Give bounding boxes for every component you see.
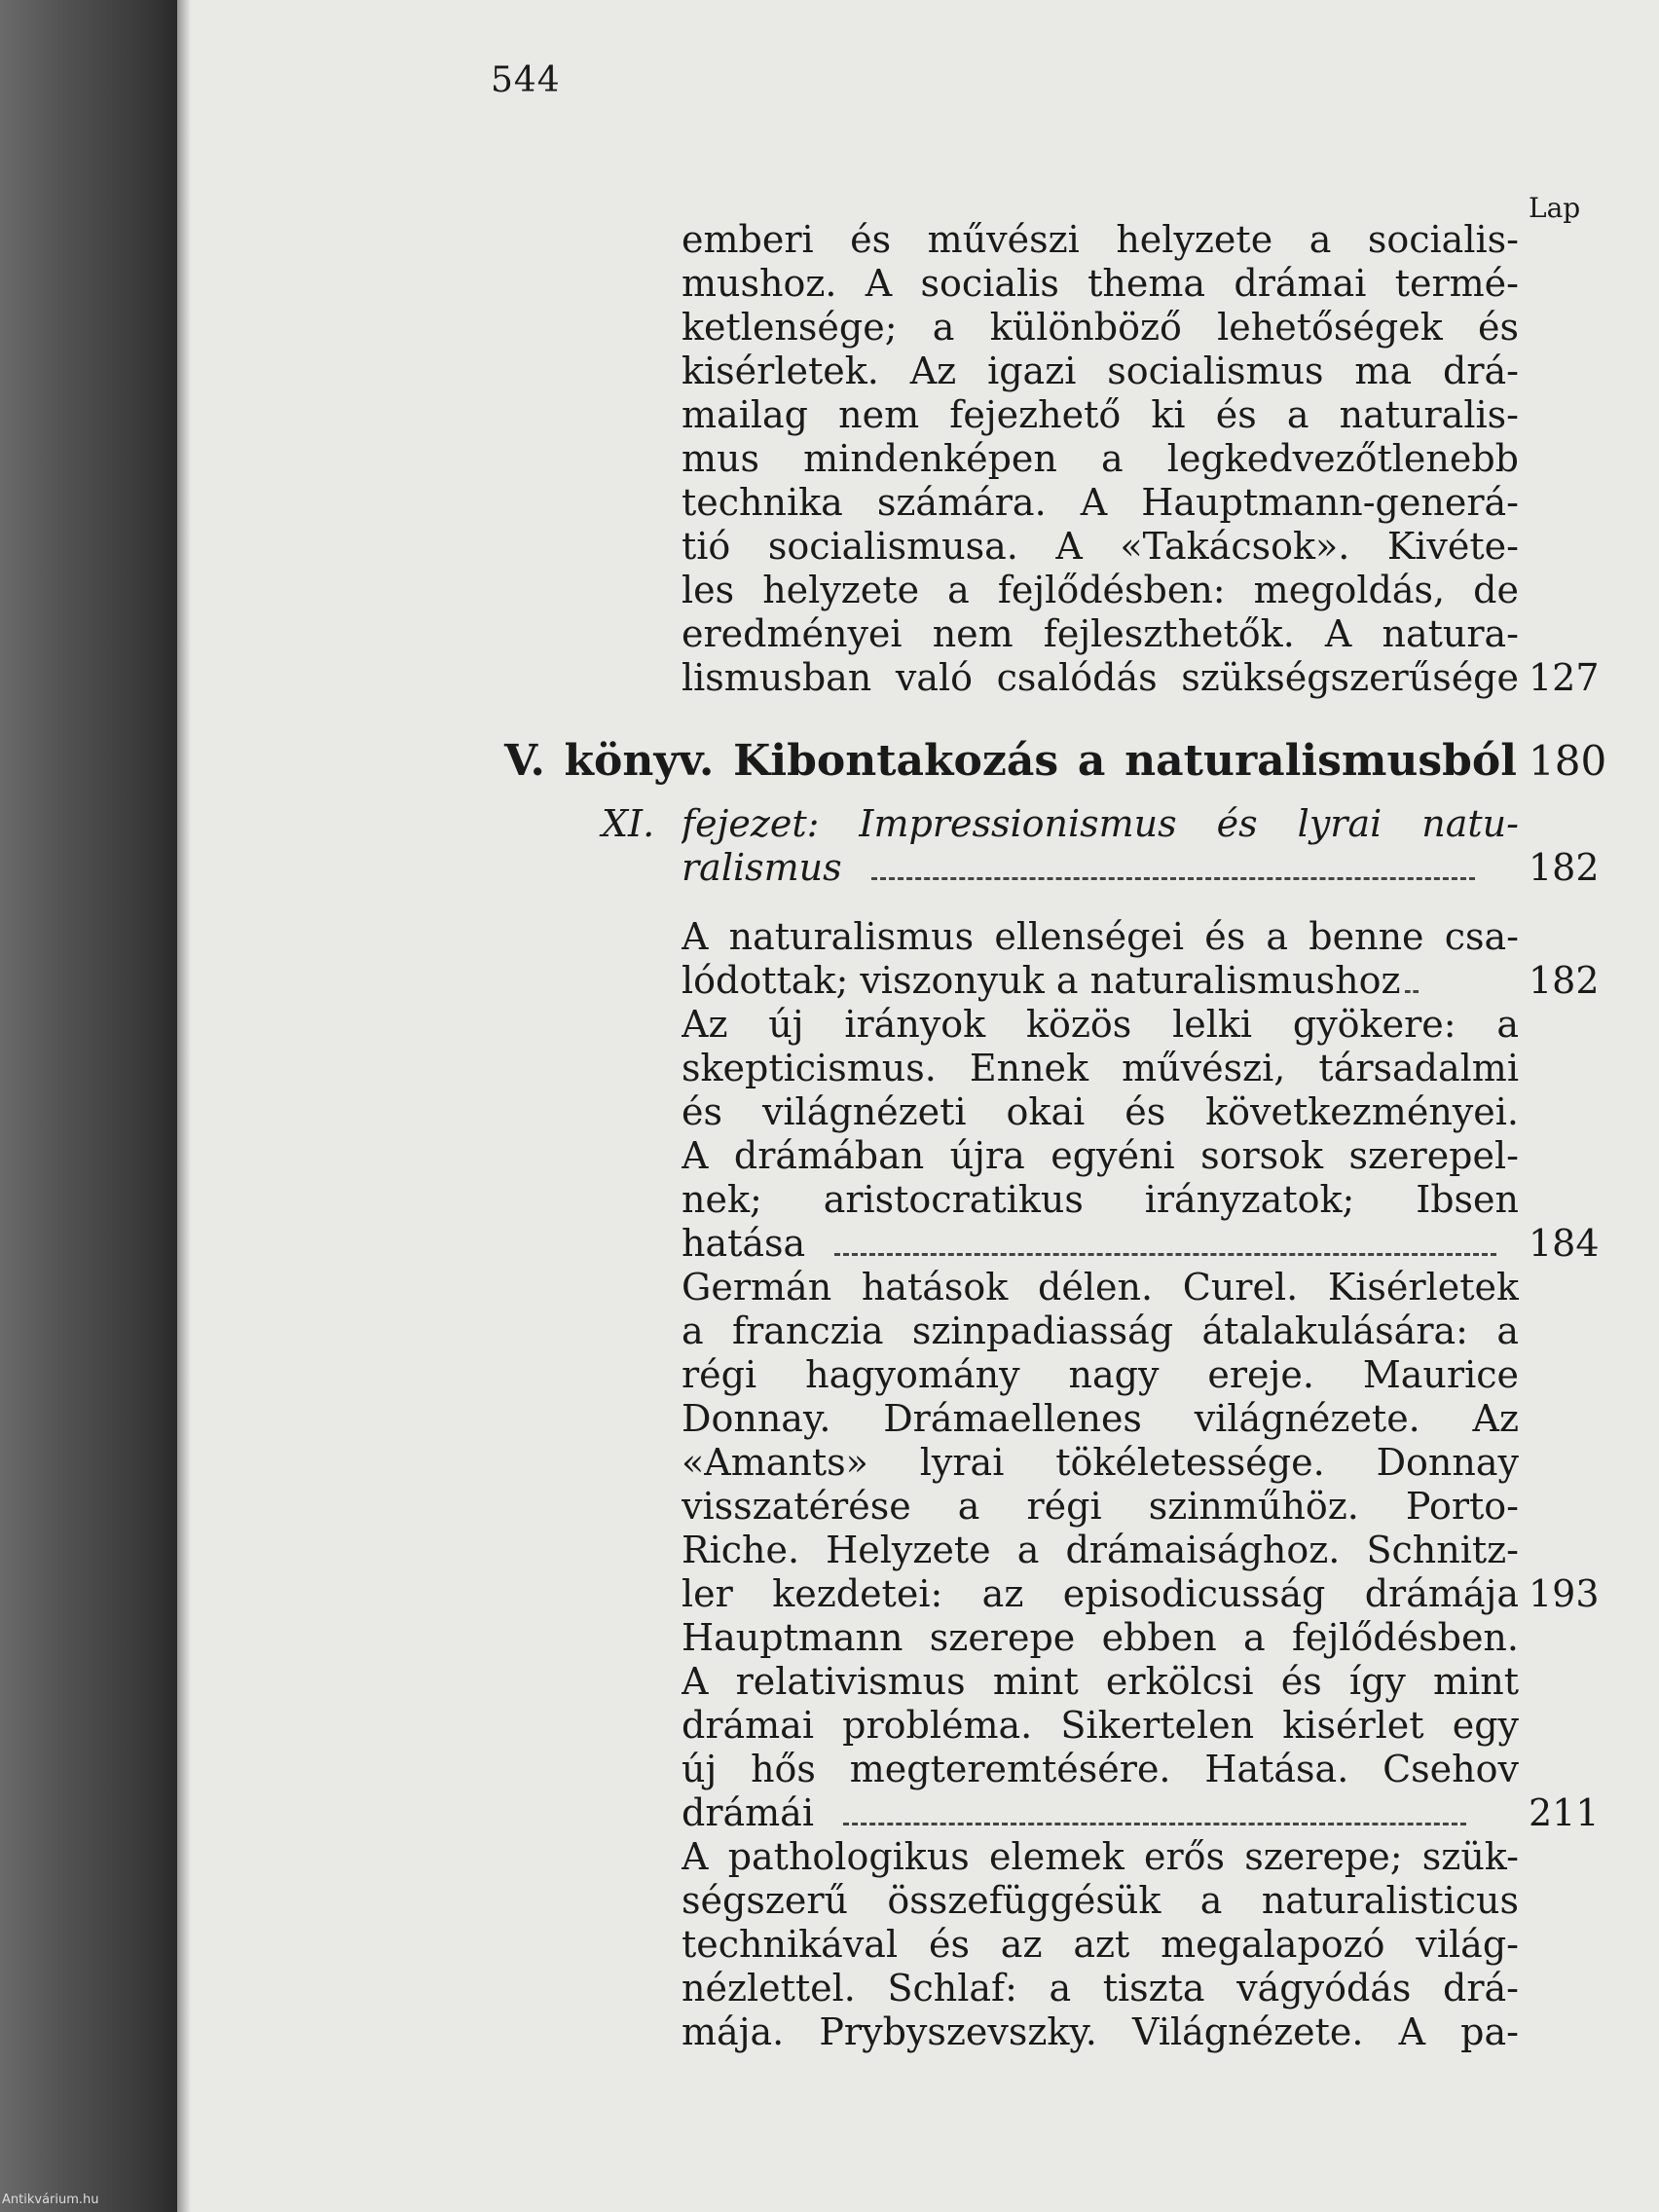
toc-line xyxy=(682,1222,1519,1265)
toc-line: A drámában újra egyéni sorsok szerepel- xyxy=(682,1134,1519,1177)
toc-line: technika számára. A Hauptmann-generá- xyxy=(682,481,1519,524)
book-heading: V. könyv. Kibontakozás a naturalismusból xyxy=(504,736,1517,786)
toc-line: nézlettel. Schlaf: a tiszta vágyódás drá- xyxy=(682,1967,1519,2009)
dot-leader xyxy=(871,866,1475,880)
chapter-title-line: fejezet: Impressionismus és lyrai natu- xyxy=(682,802,1519,845)
toc-line-text: lódottak; viszonyuk a naturalismushoz xyxy=(682,959,1401,1002)
toc-line xyxy=(682,959,1519,1002)
toc-line: A pathologikus elemek erős szerepe; szük- xyxy=(682,1835,1519,1878)
page-number: 544 xyxy=(491,60,561,100)
dot-leader xyxy=(843,1811,1466,1825)
toc-line: ketlensége; a különböző lehetőségek és xyxy=(682,306,1519,349)
toc-line: technikával és az azt megalapozó világ- xyxy=(682,1923,1519,1966)
toc-line: ségszerű összefüggésük a naturalisticus xyxy=(682,1879,1519,1922)
toc-line: Az új irányok közös lelki gyökere: a xyxy=(682,1003,1519,1046)
toc-line: régi hagyomány nagy ereje. Maurice xyxy=(682,1353,1519,1396)
toc-line: a franczia szinpadiasság átalakulására: a xyxy=(682,1309,1519,1352)
toc-line: mushoz. A socialis thema drámai termé- xyxy=(682,262,1519,305)
toc-line: új hős megteremtésére. Hatása. Csehov xyxy=(682,1748,1519,1790)
toc-line: és világnézeti okai és következményei. xyxy=(682,1090,1519,1133)
toc-line: lismusban való csalódás szükségszerűsége xyxy=(682,656,1519,699)
toc-line: mus mindenképen a legkedvezőtlenebb xyxy=(682,437,1519,480)
toc-line: eredményei nem fejleszthetők. A natura- xyxy=(682,612,1519,655)
toc-line: drámai probléma. Sikertelen kisérlet egy xyxy=(682,1704,1519,1747)
toc-page-number: 182 xyxy=(1529,959,1600,1002)
toc-line: Hauptmann szerepe ebben a fejlődésben. xyxy=(682,1616,1519,1659)
toc-line: nek; aristocratikus irányzatok; Ibsen xyxy=(682,1178,1519,1221)
book-binding-shadow xyxy=(0,0,177,2212)
book-heading-page: 180 xyxy=(1529,737,1607,785)
toc-page-number: 184 xyxy=(1529,1222,1600,1265)
toc-line: Riche. Helyzete a drámaisághoz. Schnitz- xyxy=(682,1529,1519,1571)
toc-line: visszatérése a régi szinműhöz. Porto- xyxy=(682,1485,1519,1528)
toc-line: emberi és művészi helyzete a socialis- xyxy=(682,218,1519,261)
dot-leader xyxy=(834,1241,1496,1256)
toc-page-number: 211 xyxy=(1529,1791,1600,1834)
toc-line: les helyzete a fejlődésben: megoldás, de xyxy=(682,569,1519,611)
chapter-title-text: ralismus xyxy=(682,846,842,889)
toc-page-number: 193 xyxy=(1529,1572,1600,1615)
toc-line: ler kezdetei: az episodicusság drámája xyxy=(682,1572,1519,1615)
toc-line-text: drámái xyxy=(682,1791,814,1834)
toc-line: Donnay. Drámaellenes világnézete. Az xyxy=(682,1397,1519,1440)
toc-line: mája. Prybyszevszky. Világnézete. A pa- xyxy=(682,2010,1519,2053)
toc-line: kisérletek. Az igazi socialismus ma drá- xyxy=(682,350,1519,392)
toc-line: «Amants» lyrai tökéletessége. Donnay xyxy=(682,1441,1519,1484)
toc-line: Germán hatások délen. Curel. Kisérletek xyxy=(682,1266,1519,1309)
toc-line: A relativismus mint erkölcsi és így mint xyxy=(682,1660,1519,1703)
watermark: Antikvárium.hu xyxy=(2,2193,99,2207)
toc-line: skepticismus. Ennek művészi, társadalmi xyxy=(682,1047,1519,1089)
column-header-lap: Lap xyxy=(1529,192,1581,224)
chapter-page: 182 xyxy=(1529,846,1600,889)
toc-line: mailag nem fejezhető ki és a naturalis- xyxy=(682,393,1519,436)
chapter-title-line-2 xyxy=(682,846,1519,889)
toc-line-text: hatása xyxy=(682,1222,806,1265)
toc-line: A naturalismus ellenségei és a benne csa- xyxy=(682,915,1519,958)
chapter-label: XI. xyxy=(602,802,655,845)
toc-line xyxy=(682,1791,1519,1834)
dot-leader xyxy=(1405,978,1419,993)
toc-page-number: 127 xyxy=(1529,656,1600,699)
toc-line: tió socialismusa. A «Takácsok». Kivéte- xyxy=(682,525,1519,568)
binding-gradient xyxy=(177,0,191,2212)
